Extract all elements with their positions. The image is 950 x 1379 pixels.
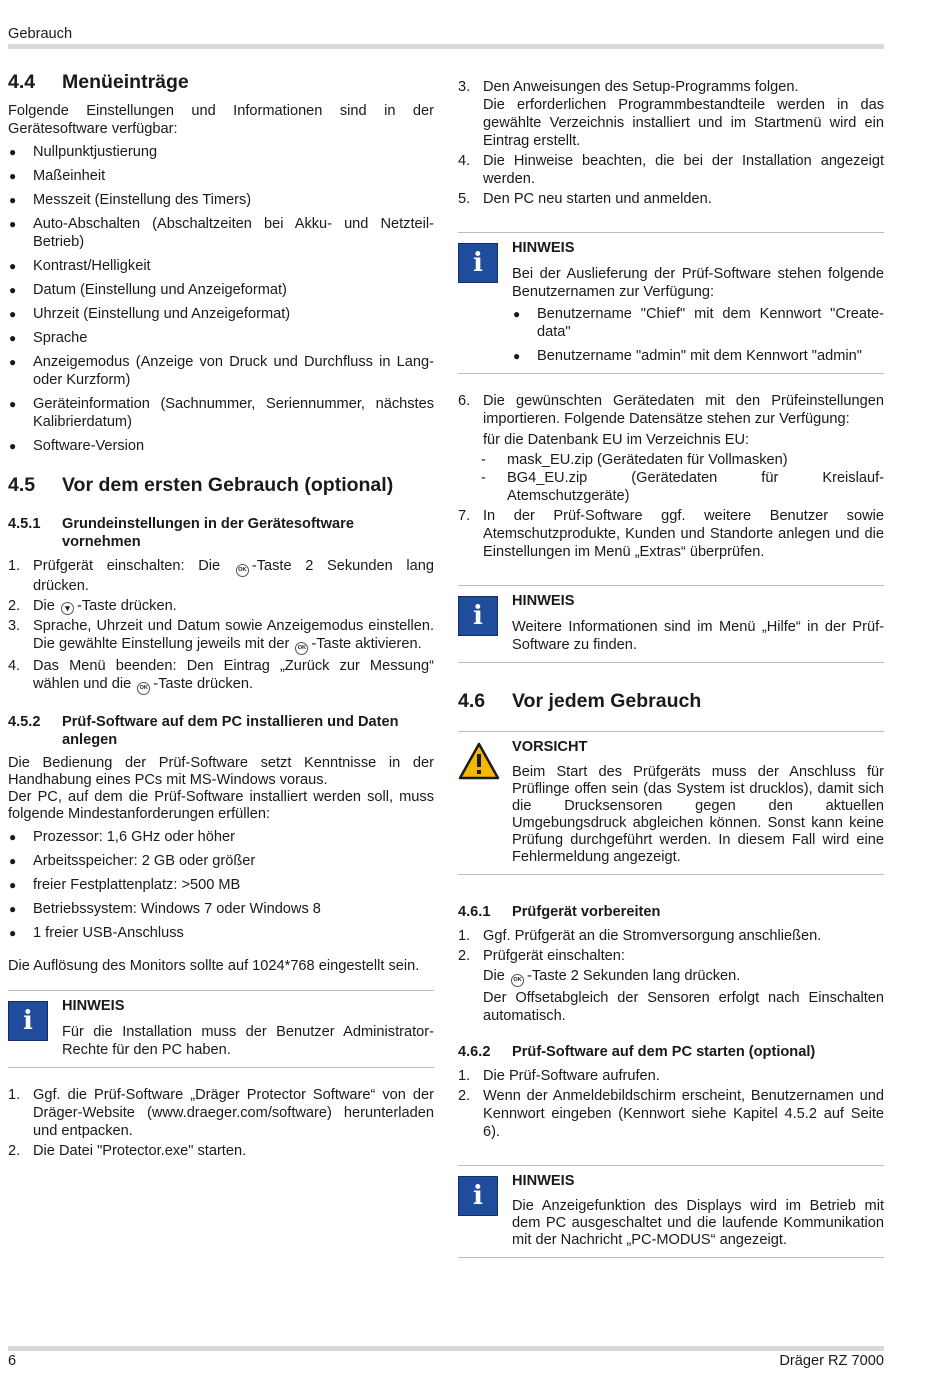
notice-icon-cell [458,738,512,866]
left-column [8,70,434,1162]
step-text: In der Prüf-Software ggf. weitere Benutzer sowie Atemschutzprodukte, Kunden und Standorte anlegen und die Einstellungen im Menü „Extras“ überprüfen. [483,508,884,560]
list-item [8,557,434,595]
dataset-text: BG4_EU.zip (Gerätedaten für Kreislauf-Atemschutzgeräte) [507,470,884,504]
heading-4-6-1 [458,903,884,921]
step-text-b: Die erforderlichen Programmbestandteile werden in das gewählte Verzeichnis installiert und im Startmenü wird ein Eintrag erstellt. [483,97,884,149]
info-icon: i [458,243,498,283]
notice-body [512,592,884,654]
help-menu-notice [458,585,884,663]
list-item [8,1086,434,1140]
notice-body [512,1172,884,1249]
step-text [33,617,434,655]
list-item: ● Messzeit (Einstellung des Timers) [8,191,434,209]
step-number: 2. [458,1088,471,1104]
admin-rights-notice [8,990,434,1068]
heading-title: Prüf-Software auf dem PC starten (optional) [512,1044,816,1060]
step-number: 3. [8,618,21,634]
notice-title: HINWEIS [512,593,575,609]
step-text-b: -Taste drücken. [76,598,177,614]
step-text-line [483,967,884,987]
list-item [481,469,884,505]
list-item [458,152,884,188]
monitor-resolution-text: Die Auflösung des Monitors sollte auf 1024*768 eingestellt sein. [8,958,420,974]
default-users-list [512,305,884,365]
step-text-a: Prüfgerät einschalten: Die [33,558,221,574]
heading-4-5-1 [8,515,434,551]
heading-4-4 [8,70,434,94]
list-item: ● 1 freier USB-Anschluss [8,924,434,942]
step-number: 6. [458,393,471,409]
heading-title: Prüfgerät vorbereiten [512,904,661,920]
notice-title: HINWEIS [62,998,125,1014]
product-name: Dräger RZ 7000 [779,1353,884,1369]
step-text-a: Die [33,598,55,614]
step-number: 1. [8,1087,21,1103]
notice-icon-cell [458,1172,512,1249]
list-item [458,190,884,208]
step-number: 4. [458,153,471,169]
warning-icon [458,742,500,780]
list-item: ● Maßeinheit [8,167,434,185]
info-icon: i [458,596,498,636]
menu-entries-list [8,143,434,455]
notice-text: Die Anzeigefunktion des Displays wird im Betrieb mit dem PC ausgeschaltet und die laufende Kommunikation mit der Nachricht „PC-MODUS“ angezeigt. [512,1198,884,1248]
step-text-b: für die Datenbank EU im Verzeichnis EU: [483,432,750,448]
list-item [481,451,884,469]
list-item: ● Auto-Abschalten (Abschaltzeiten bei Akku- und Netzteil-Betrieb) [8,215,434,251]
notice-text: Bei der Auslieferung der Prüf-Software stehen folgende Benutzernamen zur Verfügung: [512,266,884,300]
step-text-a: Das Menü beenden: Den Eintrag „Zurück zur Messung“ wählen und die [33,658,434,692]
list-item: ● Benutzername "Chief" mit dem Kennwort "Create-data" [512,305,884,341]
list-item [8,617,434,655]
ok-key-icon: OK [137,682,150,695]
step-text-a: Den Anweisungen des Setup-Programms folgen. [483,79,799,95]
step-number: 2. [8,598,21,614]
list-item: ● Geräteinformation (Sachnummer, Seriennummer, nächstes Kalibrierdatum) [8,395,434,431]
ok-key-icon: OK [511,974,524,987]
notice-icon-cell [8,997,62,1059]
step-number: 4. [8,658,21,674]
ok-key-icon: OK [295,642,308,655]
install-steps [8,1086,434,1160]
step-text-a: Die gewünschten Gerätedaten mit den Prüfeinstellungen importieren. Folgende Datensätze stehen zur Verfügung: [483,393,884,427]
list-item: ● Nullpunktjustierung [8,143,434,161]
list-item [8,657,434,695]
step-text-title: Prüfgerät einschalten: [483,948,625,964]
page-number: 6 [8,1353,17,1369]
heading-4-5 [8,473,434,497]
notice-title: HINWEIS [512,1173,575,1189]
list-item [8,1142,434,1160]
heading-4-5-2 [8,713,434,749]
heading-4-6 [458,689,884,713]
list-item: ● Arbeitsspeicher: 2 GB oder größer [8,852,434,870]
heading-title: Menüeinträge [62,71,189,93]
notice-text: Für die Installation muss der Benutzer Administrator-Rechte für den PC haben. [62,1024,434,1058]
step-number: 1. [458,928,471,944]
step-text-b: -Taste 2 Sekunden lang drücken. [33,558,435,594]
step-text [483,78,884,150]
notice-body [512,738,884,866]
step-text: Den PC neu starten und anmelden. [483,191,712,207]
list-item: ● Uhrzeit (Einstellung und Anzeigeformat) [8,305,434,323]
step-number: 1. [458,1068,471,1084]
step-text: Wenn der Anmeldebildschirm erscheint, Benutzernamen und Kennwort eingeben (Kennwort siehe Kapitel 4.5.2 auf Seite 6). [483,1088,884,1140]
step-text: Ggf. Prüfgerät an die Stromversorgung anschließen. [483,928,822,944]
footer-rule [8,1346,884,1351]
header-rule [8,44,884,49]
step-text [33,657,434,695]
list-item: ● Betriebssystem: Windows 7 oder Windows 8 [8,900,434,918]
pc-requirements-intro: Der PC, auf dem die Prüf-Software installiert werden soll, muss folgende Mindestanforderungen erfüllen: [8,789,434,822]
import-steps [458,392,884,449]
heading-4-6-2 [458,1043,884,1061]
dataset-text: mask_EU.zip (Gerätedaten für Vollmasken) [507,452,788,468]
list-item [458,392,884,449]
list-item [458,1067,884,1085]
heading-number: 4.5.1 [8,516,41,532]
step-text [483,947,884,1025]
list-item: ● Software-Version [8,437,434,455]
step-text [483,392,884,449]
heading-title: Vor jedem Gebrauch [512,690,702,712]
step-text-b: -Taste aktivieren. [311,636,422,652]
notice-icon-cell [458,239,512,365]
step-text-a: Die [483,968,505,984]
step-number: 2. [458,948,471,964]
heading-number: 4.6.2 [458,1044,491,1060]
pc-mode-notice [458,1165,884,1258]
info-icon: i [8,1001,48,1041]
heading-title: Vor dem ersten Gebrauch (optional) [62,474,394,496]
dash-marker: - [481,452,486,468]
software-prerequisite-text: Die Bedienung der Prüf-Software setzt Kenntnisse in der Handhabung eines PCs mit MS-Windows voraus. [8,755,434,788]
step-text-b: -Taste drücken. [153,676,254,692]
install-steps-continued [458,78,884,208]
list-item [458,1087,884,1141]
step-text: Die Prüf-Software aufrufen. [483,1068,660,1084]
list-item: ● Prozessor: 1,6 GHz oder höher [8,828,434,846]
step-text-a: Sprache, Uhrzeit und Datum sowie Anzeigemodus einstellen. Die gewählte Einstellung jeweils mit der [33,618,434,652]
step-text [33,597,434,615]
list-item: ● Kontrast/Helligkeit [8,257,434,275]
info-icon: i [458,1176,498,1216]
step-text-c: Der Offsetabgleich der Sensoren erfolgt nach Einschalten automatisch. [483,990,884,1024]
list-item [458,947,884,1025]
step-text: Die Datei "Protector.exe" starten. [33,1143,247,1159]
datasets-list [481,451,884,505]
step-number: 2. [8,1143,21,1159]
page-header-section: Gebrauch [8,26,73,42]
notice-title: VORSICHT [512,739,588,755]
list-item: ● Sprache [8,329,434,347]
notice-body [62,997,434,1059]
right-column [458,78,884,1258]
heading-number: 4.6 [458,690,486,712]
menu-intro: Folgende Einstellungen und Informationen sind in der Gerätesoftware verfügbar: [8,103,434,137]
step-number: 3. [458,79,471,95]
list-item [458,507,884,561]
notice-icon-cell [458,592,512,654]
down-key-icon: ▾ [61,602,74,615]
step-text [33,557,434,595]
list-item [8,597,434,615]
caution-notice [458,731,884,875]
start-software-steps [458,1067,884,1141]
notice-text: Beim Start des Prüfgeräts muss der Anschluss für Prüflinge offen sein (das System ist drucklos), damit sich die Drucksensoren gegen den aktuellen Umgebungsdruck abgleichen können. Sonst kann keine Prüfung durchgeführt werden. In diesem Fall wird eine Fehlermeldung angezeigt. [512,764,884,865]
list-item [458,78,884,150]
heading-number: 4.6.1 [458,904,491,920]
list-item: ● Benutzername "admin" mit dem Kennwort "admin" [512,347,884,365]
list-item: ● Anzeigemodus (Anzeige von Druck und Durchfluss in Lang- oder Kurzform) [8,353,434,389]
heading-number: 4.4 [8,71,36,93]
notice-title: HINWEIS [512,240,575,256]
notice-text: Weitere Informationen sind im Menü „Hilfe“ in der Prüf-Software zu finden. [512,619,884,653]
heading-number: 4.5 [8,474,36,496]
dash-marker: - [481,470,486,486]
heading-title: Prüf-Software auf dem PC installieren und Daten anlegen [62,714,399,748]
step-text: Ggf. die Prüf-Software „Dräger Protector Software“ von der Dräger-Website (www.draeger.com/software) herunterladen und entpacken. [33,1087,434,1139]
list-item: ● freier Festplattenplatz: >500 MB [8,876,434,894]
prepare-steps [458,927,884,1025]
step-number: 7. [458,508,471,524]
default-users-notice [458,232,884,374]
heading-number: 4.5.2 [8,714,41,730]
list-item: ● Datum (Einstellung und Anzeigeformat) [8,281,434,299]
heading-title: Grundeinstellungen in der Gerätesoftware vornehmen [62,516,354,550]
basic-settings-steps [8,557,434,695]
step-number: 1. [8,558,21,574]
step-text-b: -Taste 2 Sekunden lang drücken. [526,968,741,984]
step-number: 5. [458,191,471,207]
setup-steps [458,507,884,561]
list-item [458,927,884,945]
step-text: Die Hinweise beachten, die bei der Installation angezeigt werden. [483,153,884,187]
notice-body [512,239,884,365]
pc-requirements-list [8,828,434,942]
ok-key-icon: OK [236,564,249,577]
